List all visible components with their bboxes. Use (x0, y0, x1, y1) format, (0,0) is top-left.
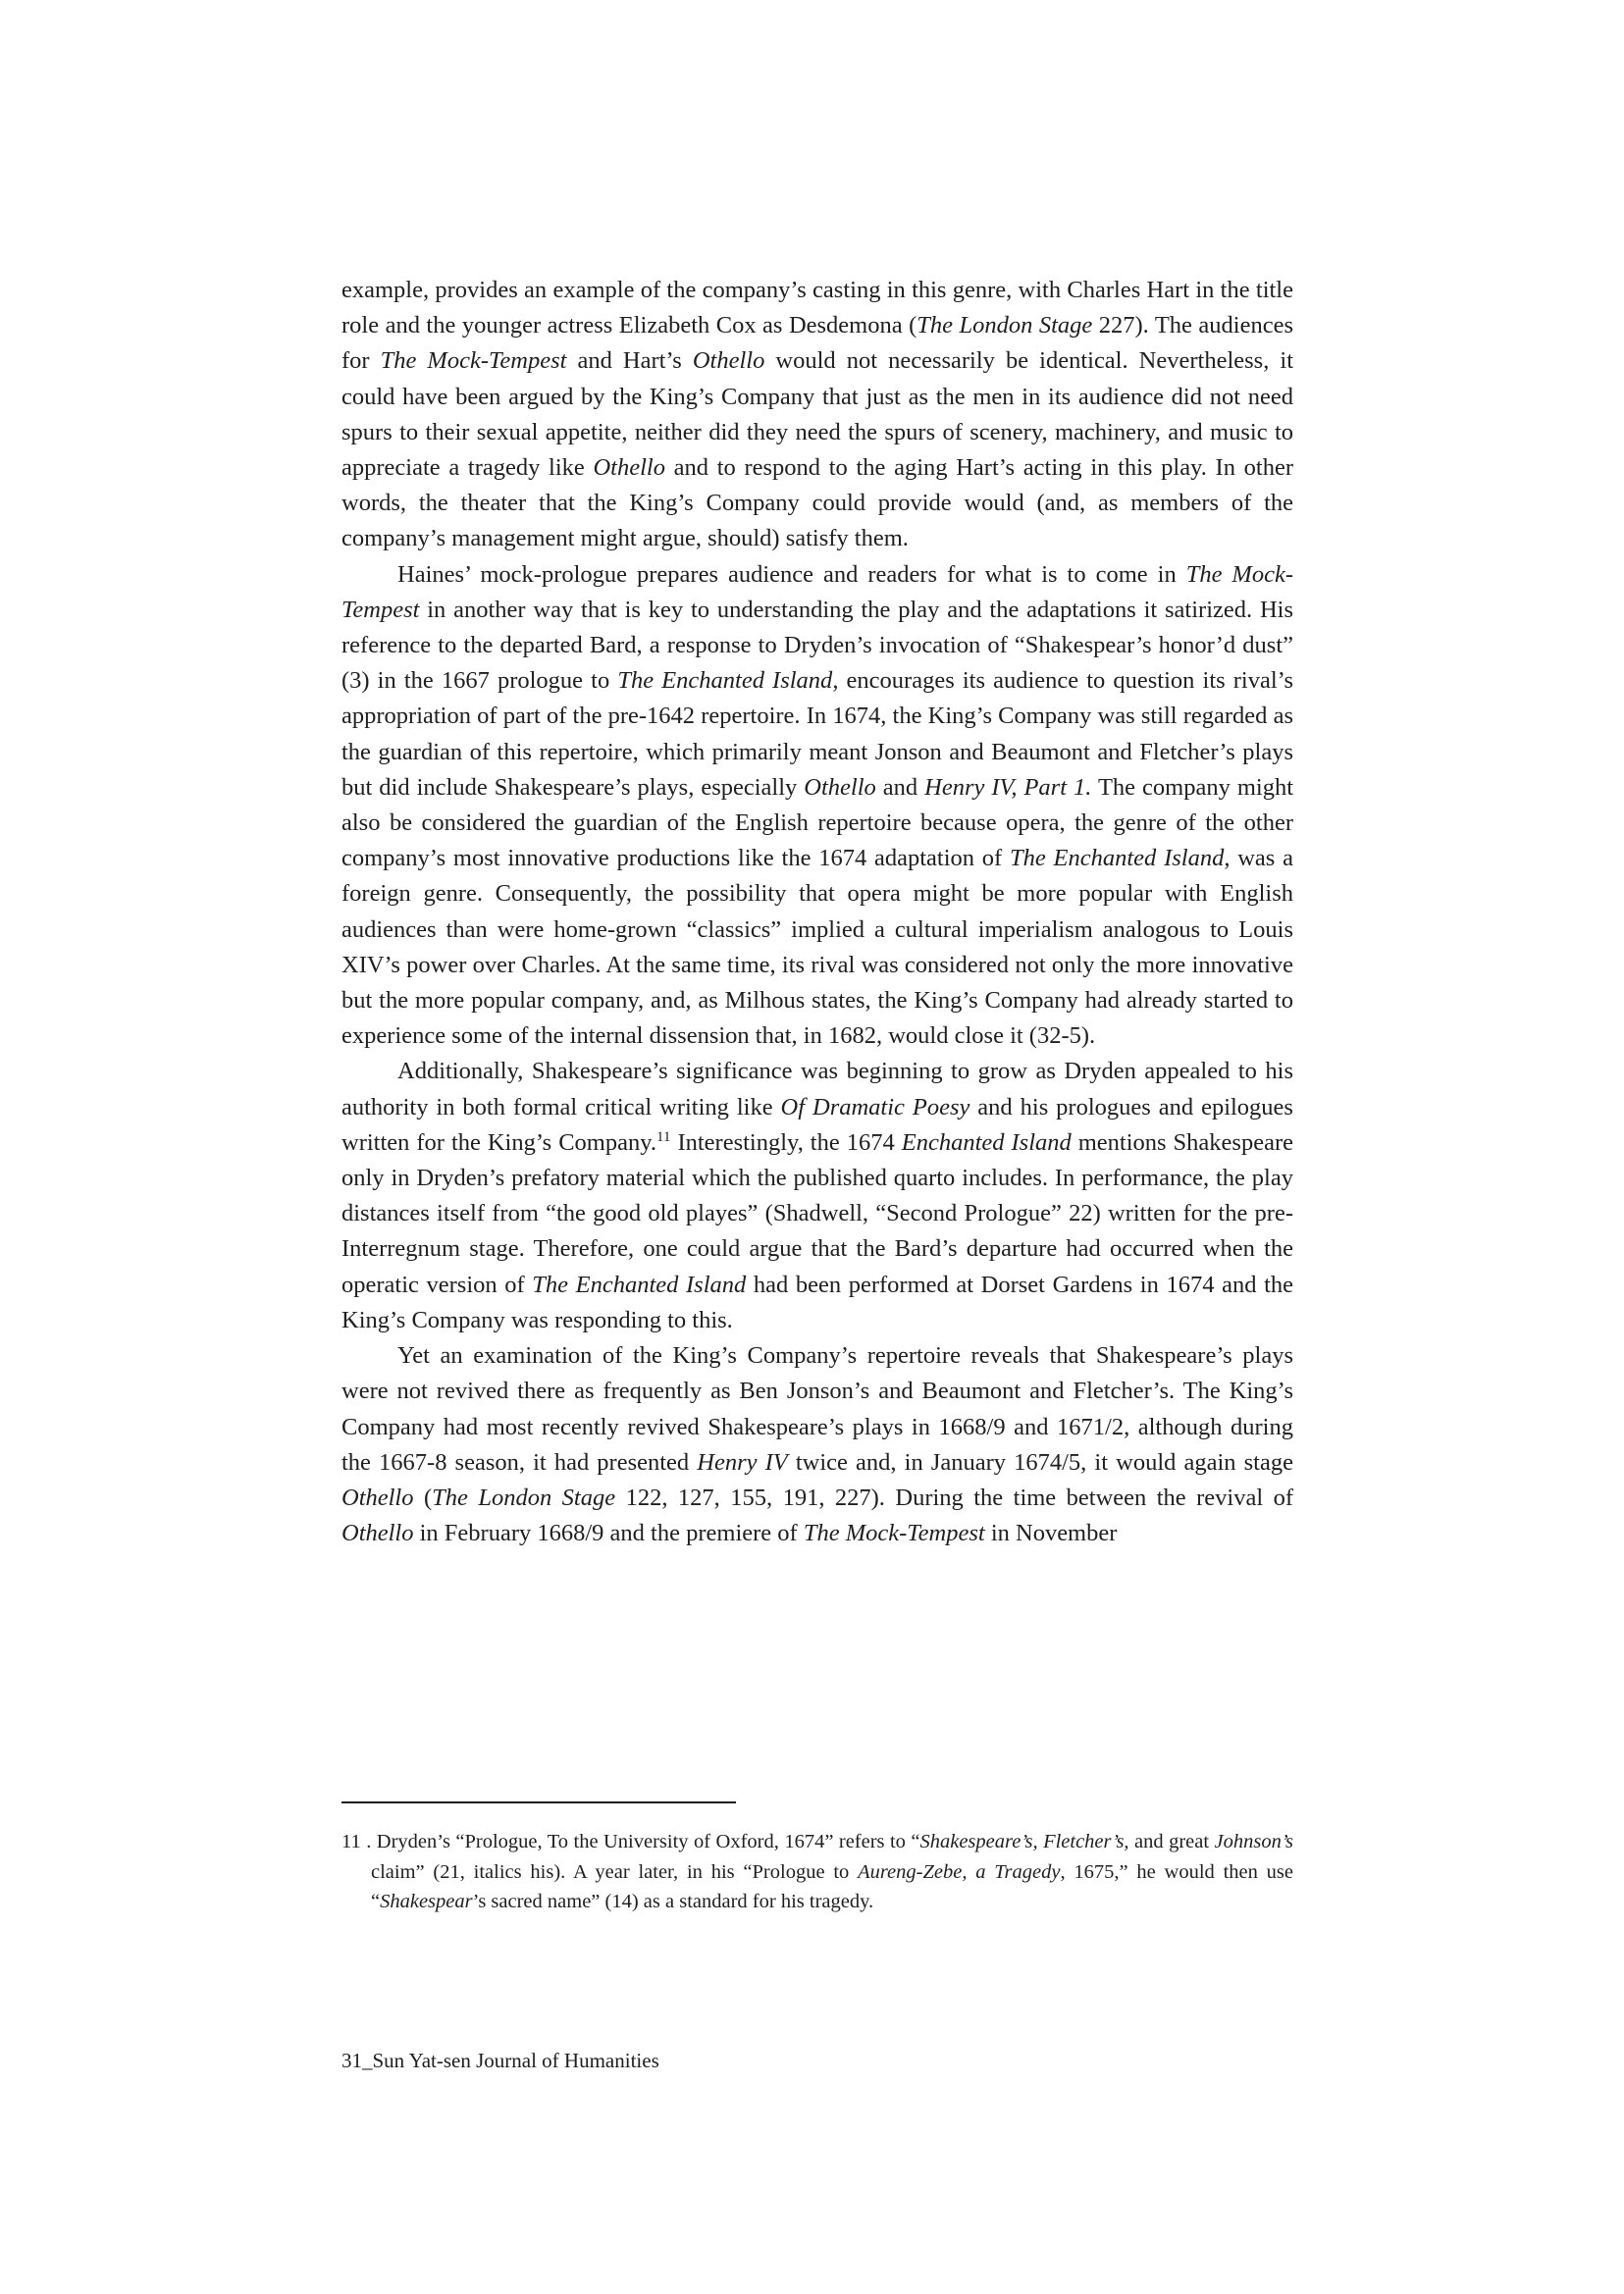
italic-text: Enchanted Island (901, 1128, 1072, 1156)
text-run: Additionally, Shakespeare’s significance was beginning to grow as Dryden appealed to his authority in both formal critical writing like (341, 1058, 1293, 1121)
footnote-11 (341, 1827, 1293, 1917)
body-text (341, 273, 1293, 1551)
italic-text: The London Stage (917, 312, 1093, 339)
italic-text: Othello (804, 773, 876, 801)
italic-text: Shakespear (380, 1891, 473, 1912)
italic-text: The Enchanted Island (617, 667, 833, 695)
text-run: in February 1668/9 and the premiere of (413, 1520, 804, 1547)
text-run: example, provides an example of the company’s casting in this genre, with Charles Hart in the title role and the younger actress Elizabeth Cox as Desdemona ( (341, 277, 1293, 339)
italic-text: Othello (593, 454, 665, 482)
text-run: and Hart’s (566, 347, 693, 375)
italic-text: Aureng-Zebe, a Tragedy (858, 1860, 1061, 1883)
paragraph (341, 1054, 1293, 1338)
italic-text: Othello (341, 1484, 414, 1511)
footnote-separator (341, 1801, 736, 1803)
text-run: Yet an examination of the King’s Company’s repertoire reveals that Shakespeare’s plays were not revived there as frequently as Ben Jonson’s and Beaumont and Fletcher’s. The King’s Company had most recently revived Shakespeare’s plays in 1668/9 and 1671/2, although during the 1667-8 season, it had presented (341, 1342, 1293, 1476)
text-run: ( (413, 1484, 433, 1511)
text-run: ’s sacred name” (14) as a standard for his tragedy. (472, 1891, 874, 1912)
italic-text: Johnson’s (1214, 1831, 1293, 1852)
text-run: and his prologues and epilogues written for the King’s Company. (341, 1093, 1293, 1156)
text-run: Interestingly, the 1674 (670, 1128, 902, 1156)
text-run: twice and, in January 1674/5, it would again stage (787, 1448, 1293, 1476)
footnote-area (341, 1827, 1293, 1917)
text-run: , was a foreign genre. Consequently, the possibility that opera might be more popular with English audiences than were home-grown “classics” implied a cultural imperialism analogous to Louis XIV’s power over Charles. At the same time, its rival was considered not only the more innovative but the more popular company, and, as Milhous states, the King’s Company had already started to experience some of the internal dissension that, in 1682, would close it (32-5). (341, 845, 1293, 1050)
text-run: in November (984, 1520, 1118, 1547)
text-run: and great (1128, 1831, 1215, 1852)
italic-text: The Enchanted Island (1010, 845, 1225, 872)
paragraph (341, 273, 1293, 557)
italic-text: Othello (692, 347, 765, 375)
paragraph (341, 557, 1293, 1055)
text-run: 122, 127, 155, 191, 227). During the time between the revival of (615, 1484, 1293, 1511)
paragraph (341, 1338, 1293, 1551)
text-run: in another way that is key to understanding the play and the adaptations it satirized. His reference to the departed Bard, a response to Dryden’s invocation of “Shakespear’s honor’d dust” (3) in the 1667 prologue to (341, 596, 1293, 695)
italic-text: The Enchanted Island (532, 1271, 747, 1298)
italic-text: The Mock-Tempest (803, 1520, 985, 1547)
text-run: 227). The audiences for (341, 312, 1293, 375)
italic-text: Henry IV (697, 1448, 788, 1476)
italic-text: The Mock-Tempest (380, 347, 567, 375)
text-run: , encourages its audience to question its rival’s appropriation of part of the pre-1642 repertoire. In 1674, the King’s Company was still regarded as the guardian of this repertoire, which primarily meant Jonson and Beaumont and Fletcher’s plays but did include Shakespeare’s plays, especially (341, 667, 1294, 801)
italic-text: Of Dramatic Poesy (780, 1093, 970, 1121)
italic-text: Shakespeare’s, Fletcher’s, (919, 1831, 1129, 1852)
italic-text: The Mock-Tempest (341, 560, 1293, 623)
text-run: mentions Shakespeare only in Dryden’s prefatory material which the published quarto includes. In performance, the play distances itself from “the good old playes” (Shadwell, “Second Prologue” 22) written for the pre-Interregnum stage. Therefore, one could argue that the Bard’s departure had occurred when the operatic version of (341, 1128, 1293, 1298)
italic-text: Othello (341, 1520, 414, 1547)
italic-text: Henry IV, Part 1. (924, 773, 1092, 801)
footnote-reference: 11 (656, 1128, 671, 1145)
text-run: 11 . Dryden’s “Prologue, To the University of Oxford, 1674” refers to “ (341, 1831, 920, 1852)
text-run: The company might also be considered the guardian of the English repertoire because opera, the genre of the other company’s most innovative productions like the 1674 adaptation of (341, 773, 1294, 872)
text-run: claim” (21, italics his). A year later, in his “Prologue to (371, 1860, 859, 1883)
text-run: Haines’ mock-prologue prepares audience and readers for what is to come in (397, 560, 1186, 588)
italic-text: The London Stage (432, 1484, 616, 1511)
text-run: and (875, 773, 925, 801)
text-run: , 1675,” he would then use “ (371, 1860, 1293, 1912)
text-run: would not necessarily be identical. Nevertheless, it could have been argued by the King’s Company that just as the men in its audience did not need spurs to their sexual appetite, neither did they need the spurs of scenery, machinery, and music to appreciate a tragedy like (341, 347, 1294, 482)
page-footer: 31_Sun Yat-sen Journal of Humanities (341, 2049, 659, 2072)
text-run: and to respond to the aging Hart’s acting in this play. In other words, the theater that the King’s Company could provide would (and, as members of the company’s management might argue, should) satisfy them. (341, 454, 1293, 552)
text-run: had been performed at Dorset Gardens in 1674 and the King’s Company was responding to this. (341, 1271, 1293, 1333)
